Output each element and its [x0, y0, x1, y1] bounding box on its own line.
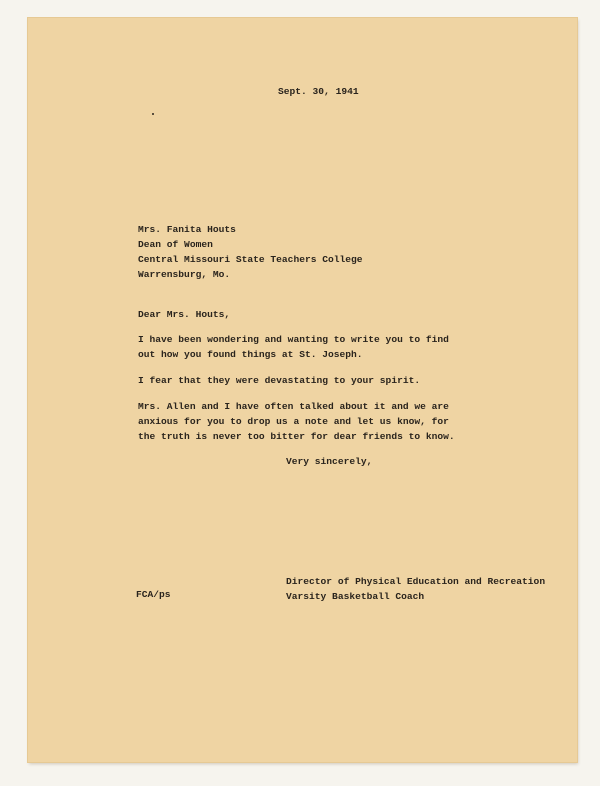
body-line: the truth is never too bitter for dear friends to know.	[138, 431, 455, 442]
letter-sheet	[28, 18, 577, 762]
recipient-name: Mrs. Fanita Houts	[138, 224, 236, 235]
body-line: I fear that they were devastating to your spirit.	[138, 375, 421, 386]
salutation: Dear Mrs. Houts,	[138, 309, 231, 320]
body-line: anxious for you to drop us a note and let us know, for	[138, 416, 449, 427]
body-line: I have been wondering and wanting to write you to find	[138, 334, 449, 345]
letter-date: Sept. 30, 1941	[278, 86, 359, 97]
recipient-institution: Central Missouri State Teachers College	[138, 254, 363, 265]
closing: Very sincerely,	[286, 456, 373, 467]
signature-title: Varsity Basketball Coach	[286, 591, 425, 602]
typist-initials: FCA/ps	[136, 589, 171, 600]
body-line: Mrs. Allen and I have often talked about it and we are	[138, 401, 449, 412]
body-line: out how you found things at St. Joseph.	[138, 349, 363, 360]
stray-mark	[152, 113, 154, 115]
signature-title: Director of Physical Education and Recreation	[286, 576, 546, 587]
recipient-city: Warrensburg, Mo.	[138, 269, 231, 280]
recipient-title: Dean of Women	[138, 239, 213, 250]
